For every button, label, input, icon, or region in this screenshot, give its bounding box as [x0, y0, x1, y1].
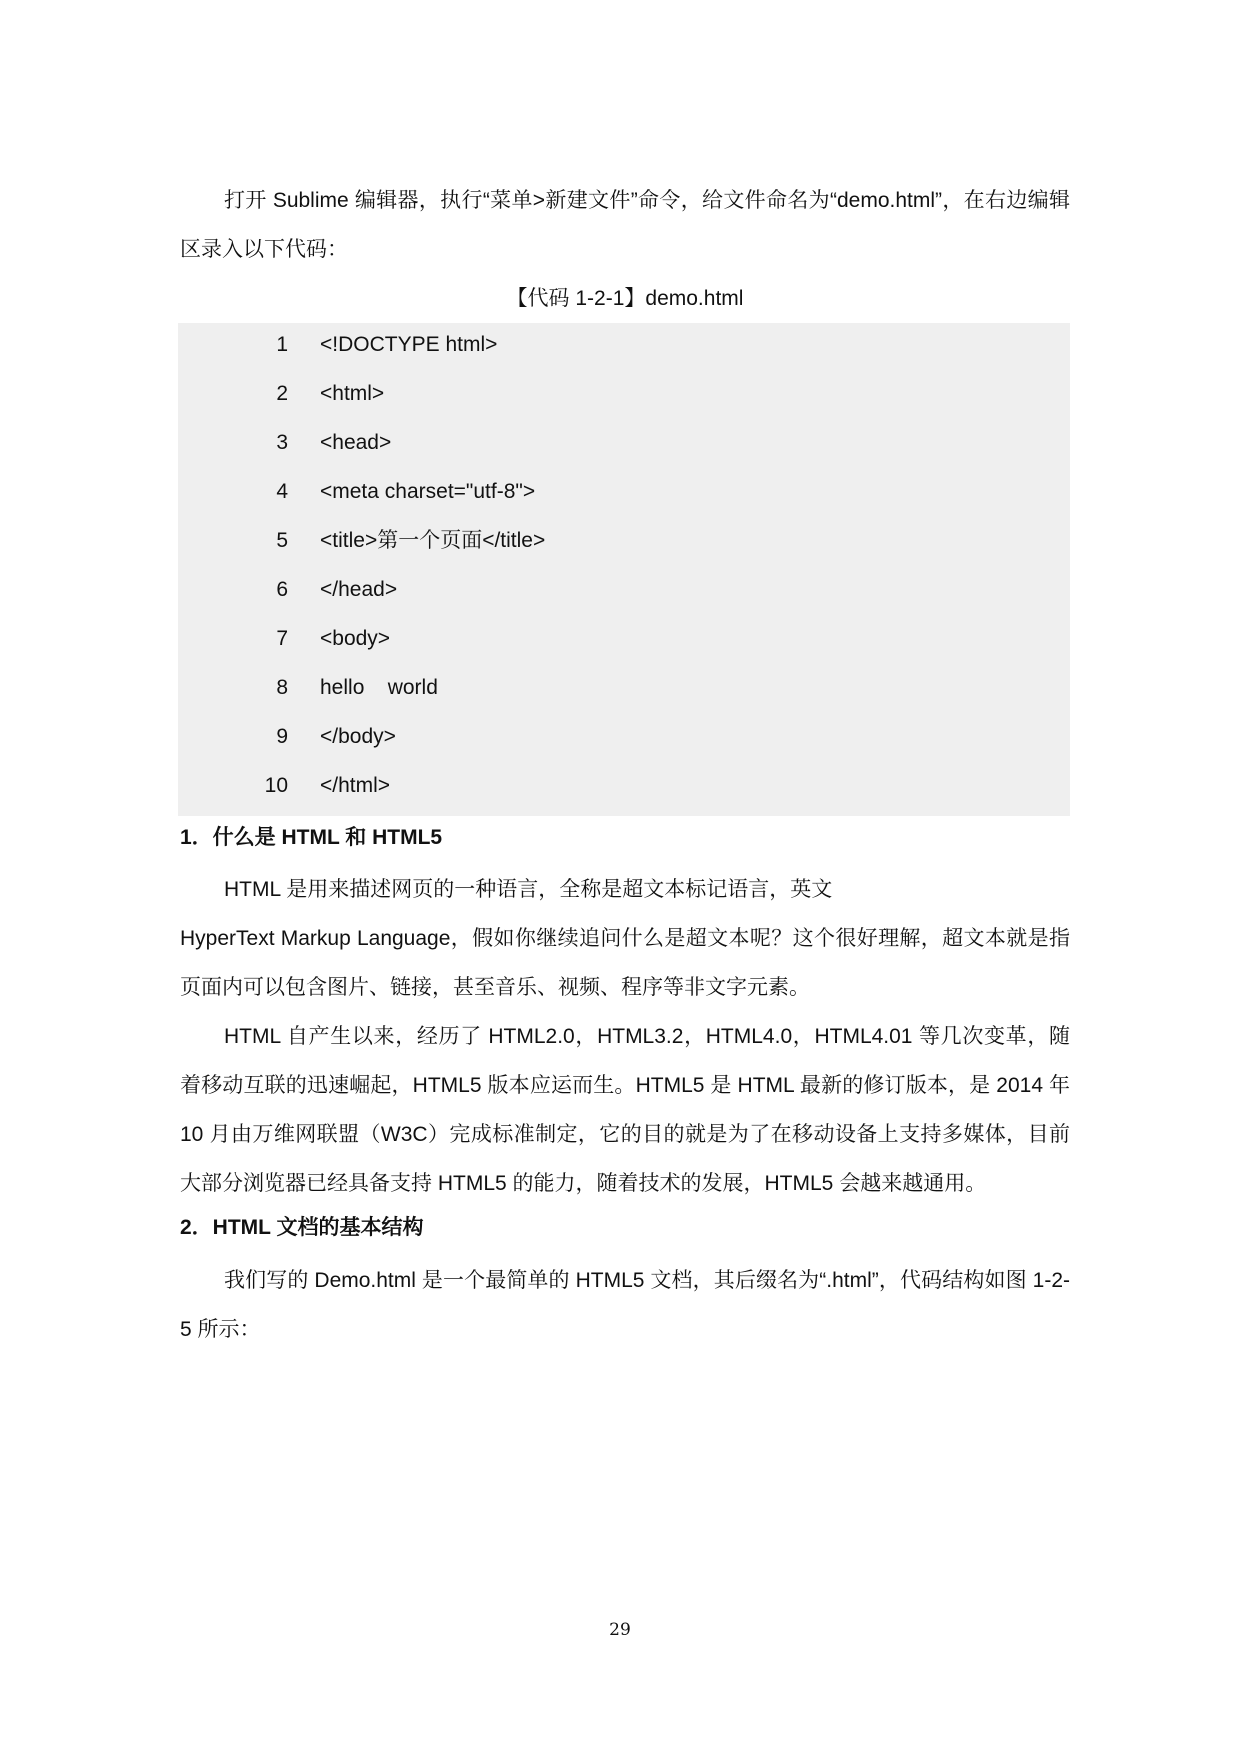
code-text: </head> — [320, 578, 398, 601]
line-number: 7 — [276, 627, 288, 650]
code-line — [178, 329, 1070, 361]
section-heading: 1．什么是 HTML 和 HTML5 — [180, 826, 443, 849]
html-history-paragraph: HTML 自产生以来，经历了 HTML2.0，HTML3.2，HTML4.0，HTML4.01 等几次变革，随着移动互联的迅速崛起，HTML5 版本应运而生。HTML5 是 HTML 最新的修订版本，是 2014 年 10 月由万维网联盟（W3C）完成标准制定，它的目的就是为了在移动设备上支持多媒体，目前大部分浏览器已经具备支持 HTML5 的能力，随着技术的发展，HTML5 会越来越通用。 — [180, 1025, 1070, 1195]
code-line — [178, 525, 1070, 557]
code-line — [178, 623, 1070, 655]
line-number: 10 — [264, 774, 288, 797]
line-number: 6 — [276, 578, 288, 601]
code-line — [178, 721, 1070, 753]
line-number: 8 — [276, 676, 288, 699]
code-text: hello world — [320, 676, 438, 699]
code-block — [178, 323, 1070, 816]
intro-paragraph: 打开 Sublime 编辑器，执行“菜单>新建文件”命令，给文件命名为“demo.html”，在右边编辑区录入以下代码： — [180, 189, 1070, 261]
code-line — [178, 574, 1070, 606]
line-number: 1 — [276, 333, 288, 356]
code-text: </body> — [320, 725, 396, 748]
code-line — [178, 476, 1070, 508]
html-definition-first-line: HTML 是用来描述网页的一种语言，全称是超文本标记语言，英文 — [224, 878, 833, 901]
section-heading: 2．HTML 文档的基本结构 — [180, 1216, 424, 1239]
line-number: 3 — [276, 431, 288, 454]
code-caption: 【代码 1-2-1】demo.html — [506, 287, 744, 310]
html-definition-paragraph: HyperText Markup Language，假如你继续追问什么是超文本呢？这个很好理解，超文本就是指页面内可以包含图片、链接，甚至音乐、视频、程序等非文字元素。 — [180, 927, 1070, 999]
code-text: <title>第一个页面</title> — [320, 529, 546, 552]
code-text: <!DOCTYPE html> — [320, 333, 498, 356]
code-text: <body> — [320, 627, 391, 650]
line-number: 4 — [276, 480, 288, 503]
code-line — [178, 672, 1070, 704]
code-line — [178, 770, 1070, 802]
code-line — [178, 378, 1070, 410]
line-number: 9 — [276, 725, 288, 748]
line-number: 5 — [276, 529, 288, 552]
page-number: 29 — [609, 1620, 631, 1640]
code-line — [178, 427, 1070, 459]
code-text: <html> — [320, 382, 385, 405]
code-text: <head> — [320, 431, 392, 454]
line-number: 2 — [276, 382, 288, 405]
document-structure-paragraph: 我们写的 Demo.html 是一个最简单的 HTML5 文档，其后缀名为“.html”，代码结构如图 1-2-5 所示： — [180, 1269, 1070, 1341]
code-text: </html> — [320, 774, 391, 797]
code-text: <meta charset="utf-8"> — [320, 480, 536, 503]
